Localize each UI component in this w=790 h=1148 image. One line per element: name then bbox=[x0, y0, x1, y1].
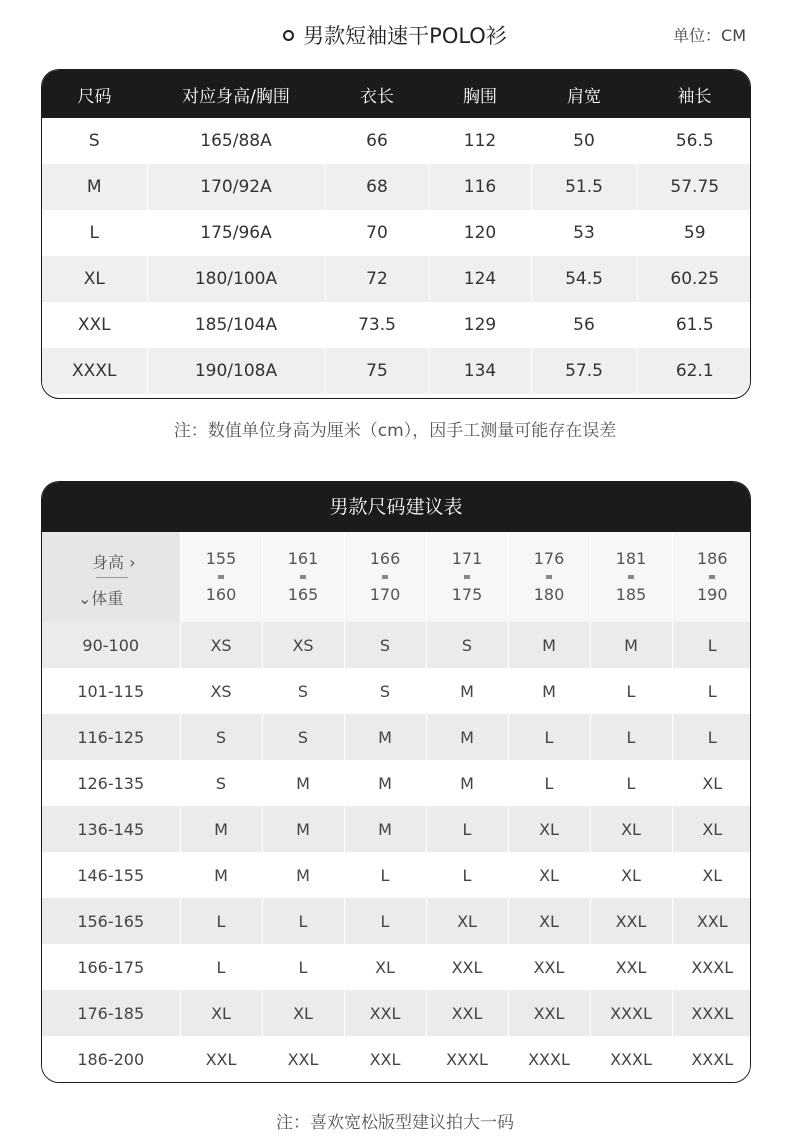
size-cell: 180/100A bbox=[147, 256, 325, 302]
recommended-size-cell: L bbox=[672, 714, 751, 760]
recommended-size-cell: XXL bbox=[508, 944, 590, 990]
height-range-end: 190 bbox=[696, 585, 728, 604]
range-dash-icon bbox=[546, 575, 552, 579]
recommended-size-cell: XS bbox=[180, 622, 262, 668]
recommended-size-cell: M bbox=[262, 806, 344, 852]
recommended-size-cell: XL bbox=[180, 990, 262, 1036]
weight-row bbox=[42, 944, 751, 990]
recommended-size-cell: L bbox=[672, 668, 751, 714]
size-cell: 56 bbox=[531, 302, 637, 348]
recommended-size-cell: XXXL bbox=[508, 1036, 590, 1082]
recommended-size-cell: S bbox=[262, 668, 344, 714]
recommended-size-cell: S bbox=[180, 760, 262, 806]
recommended-size-cell: M bbox=[590, 622, 672, 668]
height-range-start: 166 bbox=[369, 549, 401, 568]
recommended-size-cell: L bbox=[344, 898, 426, 944]
size-row bbox=[42, 118, 751, 164]
recommended-size-cell: XXXL bbox=[672, 990, 751, 1036]
page-title bbox=[0, 18, 790, 54]
weight-range-cell: 126-135 bbox=[42, 760, 180, 806]
recommended-size-cell: L bbox=[180, 898, 262, 944]
recommended-size-cell: XL bbox=[672, 760, 751, 806]
recommended-size-cell: M bbox=[262, 760, 344, 806]
header-cell: 对应身高/胸围 bbox=[147, 70, 325, 118]
weight-row bbox=[42, 760, 751, 806]
recommended-size-cell: XXL bbox=[508, 990, 590, 1036]
range-dash-icon bbox=[300, 575, 306, 579]
height-range-cell bbox=[426, 532, 508, 622]
range-dash-icon bbox=[382, 575, 388, 579]
size-cell: 68 bbox=[325, 164, 429, 210]
recommend-card bbox=[41, 481, 751, 1083]
size-cell: 134 bbox=[429, 348, 531, 394]
recommended-size-cell: S bbox=[344, 622, 426, 668]
recommended-size-cell: L bbox=[262, 944, 344, 990]
recommended-size-cell: M bbox=[508, 622, 590, 668]
recommended-size-cell: M bbox=[344, 760, 426, 806]
size-row bbox=[42, 210, 751, 256]
recommended-size-cell: XS bbox=[262, 622, 344, 668]
page-title-text: 男款短袖速干POLO衫 bbox=[303, 24, 507, 48]
header-cell: 胸围 bbox=[429, 70, 531, 118]
size-cell: 170/92A bbox=[147, 164, 325, 210]
size-cell: 120 bbox=[429, 210, 531, 256]
size-cell: 56.5 bbox=[637, 118, 751, 164]
weight-row bbox=[42, 714, 751, 760]
height-range-start: 171 bbox=[451, 549, 483, 568]
title-row bbox=[0, 18, 790, 54]
height-range-start: 155 bbox=[205, 549, 237, 568]
recommended-size-cell: XXL bbox=[672, 898, 751, 944]
weight-range-cell: 186-200 bbox=[42, 1036, 180, 1082]
recommended-size-cell: M bbox=[344, 806, 426, 852]
size-cell: XXL bbox=[42, 302, 147, 348]
header-cell: 衣长 bbox=[325, 70, 429, 118]
recommended-size-cell: XXXL bbox=[426, 1036, 508, 1082]
range-dash-icon bbox=[464, 575, 470, 579]
recommended-size-cell: XL bbox=[508, 806, 590, 852]
weight-row bbox=[42, 622, 751, 668]
recommended-size-cell: XL bbox=[262, 990, 344, 1036]
size-chart-header-row bbox=[42, 70, 751, 118]
corner-cell bbox=[42, 532, 180, 622]
range-dash-icon bbox=[709, 575, 715, 579]
recommended-size-cell: S bbox=[262, 714, 344, 760]
size-row bbox=[42, 256, 751, 302]
recommended-size-cell: XXL bbox=[590, 944, 672, 990]
size-cell: 59 bbox=[637, 210, 751, 256]
height-range-cell bbox=[590, 532, 672, 622]
recommended-size-cell: XL bbox=[672, 852, 751, 898]
recommended-size-cell: L bbox=[180, 944, 262, 990]
size-cell: 60.25 bbox=[637, 256, 751, 302]
height-range-end: 180 bbox=[533, 585, 565, 604]
size-cell: XL bbox=[42, 256, 147, 302]
weight-range-cell: 166-175 bbox=[42, 944, 180, 990]
recommended-size-cell: L bbox=[590, 760, 672, 806]
recommended-size-cell: S bbox=[426, 622, 508, 668]
size-cell: 50 bbox=[531, 118, 637, 164]
size-cell: 62.1 bbox=[637, 348, 751, 394]
size-cell: 116 bbox=[429, 164, 531, 210]
size-cell: 51.5 bbox=[531, 164, 637, 210]
recommended-size-cell: M bbox=[426, 668, 508, 714]
recommended-size-cell: XL bbox=[672, 806, 751, 852]
size-cell: S bbox=[42, 118, 147, 164]
size-cell: 75 bbox=[325, 348, 429, 394]
size-cell: 70 bbox=[325, 210, 429, 256]
size-cell: 72 bbox=[325, 256, 429, 302]
height-range-start: 176 bbox=[533, 549, 565, 568]
height-range-cell bbox=[672, 532, 751, 622]
size-cell: 129 bbox=[429, 302, 531, 348]
recommend-title: 男款尺码建议表 bbox=[42, 482, 750, 532]
size-cell: 53 bbox=[531, 210, 637, 256]
header-cell: 肩宽 bbox=[531, 70, 637, 118]
recommended-size-cell: XXXL bbox=[672, 944, 751, 990]
header-cell: 尺码 bbox=[42, 70, 147, 118]
size-chart-table bbox=[42, 70, 751, 394]
recommended-size-cell: XXL bbox=[344, 990, 426, 1036]
recommended-size-cell: L bbox=[672, 622, 751, 668]
size-cell: 124 bbox=[429, 256, 531, 302]
height-range-end: 175 bbox=[451, 585, 483, 604]
height-range-cell bbox=[344, 532, 426, 622]
recommended-size-cell: L bbox=[262, 898, 344, 944]
height-header-row bbox=[42, 532, 751, 622]
recommended-size-cell: L bbox=[426, 806, 508, 852]
recommended-size-cell: XS bbox=[180, 668, 262, 714]
weight-range-cell: 116-125 bbox=[42, 714, 180, 760]
size-cell: 185/104A bbox=[147, 302, 325, 348]
recommended-size-cell: XXL bbox=[590, 898, 672, 944]
recommended-size-cell: M bbox=[180, 806, 262, 852]
weight-range-cell: 90-100 bbox=[42, 622, 180, 668]
weight-range-cell: 156-165 bbox=[42, 898, 180, 944]
recommended-size-cell: XXL bbox=[426, 944, 508, 990]
weight-range-cell: 146-155 bbox=[42, 852, 180, 898]
size-cell: 61.5 bbox=[637, 302, 751, 348]
header-cell: 袖长 bbox=[637, 70, 751, 118]
recommended-size-cell: M bbox=[262, 852, 344, 898]
weight-range-cell: 136-145 bbox=[42, 806, 180, 852]
corner-divider bbox=[96, 577, 128, 578]
recommended-size-cell: XXXL bbox=[590, 990, 672, 1036]
recommend-table bbox=[42, 532, 751, 1082]
recommended-size-cell: M bbox=[508, 668, 590, 714]
recommended-size-cell: XL bbox=[344, 944, 426, 990]
size-cell: 165/88A bbox=[147, 118, 325, 164]
recommended-size-cell: L bbox=[426, 852, 508, 898]
recommended-size-cell: M bbox=[426, 714, 508, 760]
size-cell: 57.5 bbox=[531, 348, 637, 394]
recommended-size-cell: XXL bbox=[426, 990, 508, 1036]
height-range-start: 181 bbox=[615, 549, 647, 568]
weight-row bbox=[42, 898, 751, 944]
weight-row bbox=[42, 852, 751, 898]
size-cell: 66 bbox=[325, 118, 429, 164]
height-range-cell bbox=[180, 532, 262, 622]
recommended-size-cell: XL bbox=[590, 852, 672, 898]
weight-range-cell: 101-115 bbox=[42, 668, 180, 714]
recommended-size-cell: XXL bbox=[262, 1036, 344, 1082]
height-range-end: 185 bbox=[615, 585, 647, 604]
recommended-size-cell: L bbox=[590, 668, 672, 714]
fit-note: 注：喜欢宽松版型建议拍大一码 bbox=[276, 1113, 514, 1133]
range-dash-icon bbox=[218, 575, 224, 579]
size-cell: 175/96A bbox=[147, 210, 325, 256]
recommended-size-cell: S bbox=[344, 668, 426, 714]
height-range-end: 160 bbox=[205, 585, 237, 604]
height-range-start: 161 bbox=[287, 549, 319, 568]
weight-row bbox=[42, 1036, 751, 1082]
circle-icon bbox=[283, 30, 294, 41]
corner-weight-label: ⌄体重 bbox=[78, 589, 124, 608]
recommended-size-cell: XXXL bbox=[672, 1036, 751, 1082]
size-cell: 57.75 bbox=[637, 164, 751, 210]
weight-range-cell: 176-185 bbox=[42, 990, 180, 1036]
recommended-size-cell: M bbox=[344, 714, 426, 760]
recommended-size-cell: XL bbox=[426, 898, 508, 944]
recommended-size-cell: M bbox=[426, 760, 508, 806]
size-cell: XXXL bbox=[42, 348, 147, 394]
size-row bbox=[42, 164, 751, 210]
weight-row bbox=[42, 668, 751, 714]
recommended-size-cell: L bbox=[508, 760, 590, 806]
recommended-size-cell: XL bbox=[590, 806, 672, 852]
recommended-size-cell: S bbox=[180, 714, 262, 760]
height-range-start: 186 bbox=[696, 549, 728, 568]
unit-label: 单位：CM bbox=[673, 26, 746, 45]
height-range-cell bbox=[508, 532, 590, 622]
recommended-size-cell: XL bbox=[508, 852, 590, 898]
weight-row bbox=[42, 990, 751, 1036]
size-cell: 190/108A bbox=[147, 348, 325, 394]
size-cell: 54.5 bbox=[531, 256, 637, 302]
measurement-note: 注：数值单位身高为厘米（cm），因手工测量可能存在误差 bbox=[173, 421, 617, 441]
size-chart-card bbox=[41, 69, 751, 399]
recommended-size-cell: XXL bbox=[344, 1036, 426, 1082]
size-cell: L bbox=[42, 210, 147, 256]
size-row bbox=[42, 302, 751, 348]
size-cell: M bbox=[42, 164, 147, 210]
size-cell: 112 bbox=[429, 118, 531, 164]
weight-row bbox=[42, 806, 751, 852]
size-row bbox=[42, 348, 751, 394]
height-range-end: 170 bbox=[369, 585, 401, 604]
recommended-size-cell: L bbox=[508, 714, 590, 760]
recommended-size-cell: L bbox=[590, 714, 672, 760]
size-cell: 73.5 bbox=[325, 302, 429, 348]
recommended-size-cell: XL bbox=[508, 898, 590, 944]
recommended-size-cell: XXXL bbox=[590, 1036, 672, 1082]
height-range-end: 165 bbox=[287, 585, 319, 604]
recommended-size-cell: XXL bbox=[180, 1036, 262, 1082]
height-range-cell bbox=[262, 532, 344, 622]
range-dash-icon bbox=[628, 575, 634, 579]
corner-height-label: 身高 › bbox=[92, 553, 136, 572]
recommended-size-cell: L bbox=[344, 852, 426, 898]
recommended-size-cell: M bbox=[180, 852, 262, 898]
